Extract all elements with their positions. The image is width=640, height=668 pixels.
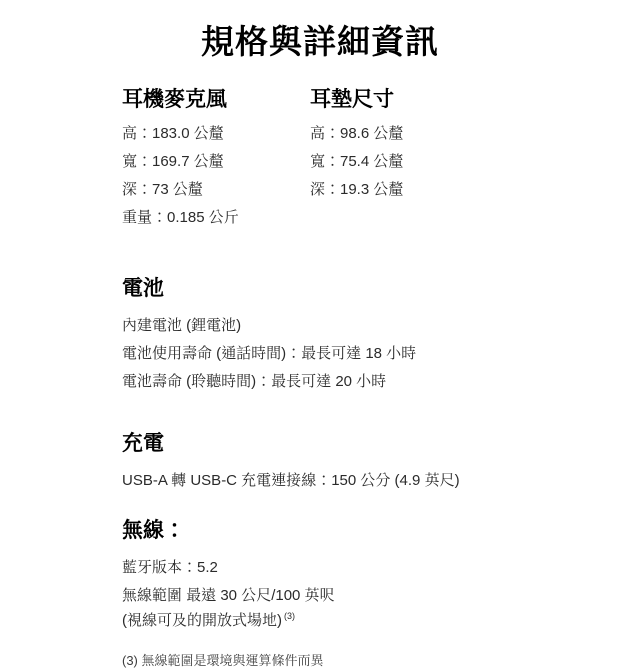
earpad-height-row: 高：98.6 公釐 (310, 125, 404, 142)
earpad-dimensions-group (310, 83, 600, 238)
headset-weight-row: 重量：0.185 公斤 (122, 209, 239, 226)
page-title: 規格與詳細資訊 (201, 23, 439, 60)
battery-talktime-line: 電池使用壽命 (通話時間)：最長可達 18 小時 (122, 345, 417, 362)
earpad-dimensions-heading: 耳墊尺寸 (310, 88, 394, 111)
battery-listening-line: 電池壽命 (聆聽時間)：最長可達 20 小時 (122, 373, 387, 390)
wireless-heading: 無線： (122, 519, 185, 542)
charging-cable-line: USB-A 轉 USB-C 充電連接線：150 公分 (4.9 英尺) (122, 472, 460, 489)
wireless-range-line: 無線範圍 最遠 30 公尺/100 英呎 (122, 587, 335, 604)
wireless-range-note-text: (視線可及的開放式場地) (122, 612, 282, 629)
headset-dimensions-group (122, 83, 310, 238)
dimension-columns (122, 83, 600, 238)
headset-height-row: 高：183.0 公釐 (122, 125, 224, 142)
battery-type-line: 內建電池 (鋰電池) (122, 317, 242, 334)
spec-page (0, 16, 640, 667)
battery-heading: 電池 (122, 277, 164, 300)
wireless-section (122, 514, 600, 628)
charging-section (122, 427, 600, 488)
earpad-width-row: 寬：75.4 公釐 (310, 153, 404, 170)
earpad-depth-row: 深：19.3 公釐 (310, 181, 404, 198)
footnote-ref-3: (3) (284, 611, 295, 621)
bluetooth-version-line: 藍牙版本：5.2 (122, 559, 218, 576)
spec-content (0, 83, 640, 667)
charging-heading: 充電 (122, 432, 164, 455)
footnote-3: (3) 無線範圍是環境與運算條件而異 (122, 653, 324, 668)
headset-depth-row: 深：73 公釐 (122, 181, 203, 198)
headset-dimensions-heading: 耳機麥克風 (122, 88, 227, 111)
battery-section (122, 272, 600, 389)
wireless-range-note-line (122, 609, 600, 628)
headset-width-row: 寬：169.7 公釐 (122, 153, 224, 170)
